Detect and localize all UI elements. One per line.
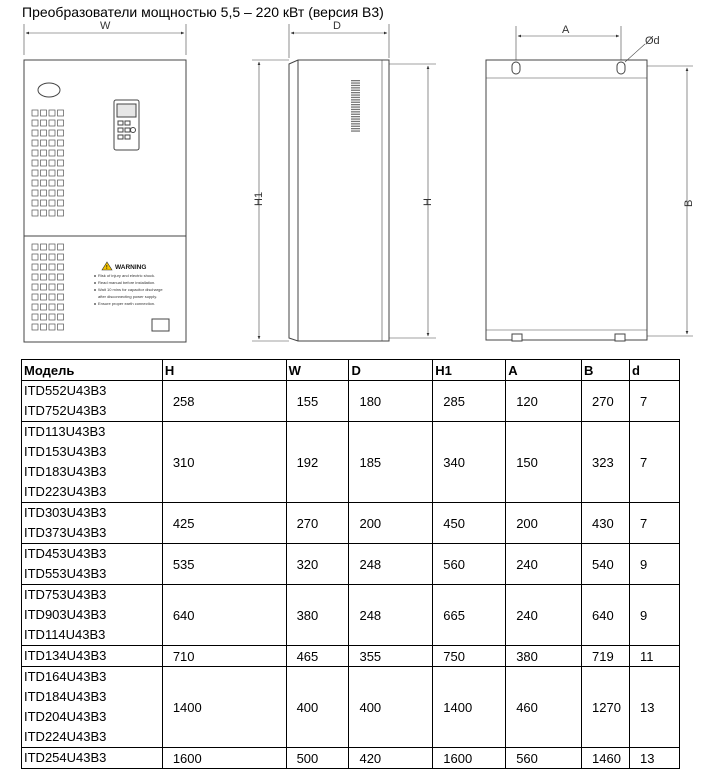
value-cell-h: 258	[162, 381, 286, 422]
model-name: ITD553U43B3	[24, 566, 107, 581]
model-name: ITD903U43B3	[24, 607, 107, 622]
value-cell-dd: 7	[630, 503, 680, 544]
warning-line: Wait 10 mins for capacitor discharge	[98, 287, 163, 292]
page-title: Преобразователи мощностью 5,5 – 220 кВт (версия В3)	[22, 4, 384, 20]
table-row	[22, 381, 680, 422]
model-name: ITD224U43B3	[24, 729, 107, 744]
value-cell-a: 560	[506, 748, 582, 769]
model-cell	[22, 544, 163, 585]
value-cell-b: 430	[582, 503, 630, 544]
value-cell-h: 425	[162, 503, 286, 544]
header-h: H	[162, 360, 286, 381]
value-cell-b: 540	[582, 544, 630, 585]
value-cell-b: 1460	[582, 748, 630, 769]
value-cell-d: 248	[349, 585, 433, 646]
model-name: ITD254U43B3	[24, 750, 107, 765]
model-name: ITD753U43B3	[24, 587, 107, 602]
technical-drawings	[0, 0, 706, 352]
header-diameter: d	[630, 360, 680, 381]
warning-line: Risk of injury and electric shock.	[98, 273, 156, 278]
dim-label-w: W	[100, 20, 111, 32]
model-name: ITD453U43B3	[24, 546, 107, 561]
value-cell-d: 400	[349, 667, 433, 748]
warning-title: WARNING	[115, 264, 147, 271]
table-row	[22, 667, 680, 748]
value-cell-d: 248	[349, 544, 433, 585]
dim-label-h: H	[422, 198, 434, 206]
dim-label-a: A	[562, 24, 570, 36]
warning-line: Ensure proper earth connection.	[98, 301, 156, 306]
dimension-drawing	[0, 0, 706, 352]
value-cell-dd: 11	[630, 646, 680, 667]
model-name: ITD552U43B3	[24, 383, 107, 398]
value-cell-d: 420	[349, 748, 433, 769]
value-cell-h1: 1400	[433, 667, 506, 748]
value-cell-h1: 1600	[433, 748, 506, 769]
table-row	[22, 503, 680, 544]
value-cell-w: 270	[286, 503, 349, 544]
model-name: ITD114U43B3	[24, 627, 106, 642]
warning-line: after disconnecting power supply.	[98, 294, 158, 299]
model-name: ITD183U43B3	[24, 464, 107, 479]
value-cell-d: 200	[349, 503, 433, 544]
value-cell-dd: 13	[630, 667, 680, 748]
model-cell	[22, 422, 163, 503]
value-cell-dd: 13	[630, 748, 680, 769]
value-cell-h: 1400	[162, 667, 286, 748]
dim-label-b: B	[683, 199, 695, 207]
value-cell-h: 535	[162, 544, 286, 585]
side-view	[252, 24, 436, 341]
dim-label-d: D	[333, 20, 341, 32]
value-cell-h: 640	[162, 585, 286, 646]
value-cell-dd: 7	[630, 381, 680, 422]
value-cell-h1: 560	[433, 544, 506, 585]
value-cell-w: 155	[286, 381, 349, 422]
table-row	[22, 646, 680, 667]
value-cell-w: 465	[286, 646, 349, 667]
value-cell-a: 460	[506, 667, 582, 748]
model-name: ITD184U43B3	[24, 689, 107, 704]
dim-label-diameter: Ød	[645, 35, 660, 47]
table-row	[22, 544, 680, 585]
header-h1: H1	[433, 360, 506, 381]
value-cell-a: 120	[506, 381, 582, 422]
table-row	[22, 585, 680, 646]
value-cell-a: 380	[506, 646, 582, 667]
header-model: Модель	[22, 360, 163, 381]
table-row	[22, 748, 680, 769]
value-cell-h: 710	[162, 646, 286, 667]
value-cell-dd: 9	[630, 585, 680, 646]
warning-line: Read manual before installation.	[98, 280, 156, 285]
value-cell-d: 355	[349, 646, 433, 667]
value-cell-h1: 450	[433, 503, 506, 544]
specifications-table	[21, 359, 680, 769]
value-cell-b: 270	[582, 381, 630, 422]
header-d: D	[349, 360, 433, 381]
model-cell	[22, 381, 163, 422]
value-cell-a: 240	[506, 585, 582, 646]
back-view	[486, 26, 693, 341]
model-cell	[22, 667, 163, 748]
value-cell-b: 1270	[582, 667, 630, 748]
value-cell-w: 380	[286, 585, 349, 646]
model-name: ITD752U43B3	[24, 403, 107, 418]
model-name: ITD303U43B3	[24, 505, 107, 520]
model-name: ITD153U43B3	[24, 444, 107, 459]
value-cell-dd: 7	[630, 422, 680, 503]
model-name: ITD204U43B3	[24, 709, 107, 724]
value-cell-a: 240	[506, 544, 582, 585]
model-name: ITD223U43B3	[24, 484, 107, 499]
value-cell-h: 1600	[162, 748, 286, 769]
value-cell-d: 180	[349, 381, 433, 422]
model-cell	[22, 646, 163, 667]
header-a: A	[506, 360, 582, 381]
value-cell-h1: 285	[433, 381, 506, 422]
model-cell	[22, 585, 163, 646]
svg-text:!: !	[106, 265, 108, 271]
value-cell-w: 192	[286, 422, 349, 503]
value-cell-dd: 9	[630, 544, 680, 585]
value-cell-b: 323	[582, 422, 630, 503]
model-cell	[22, 503, 163, 544]
value-cell-b: 640	[582, 585, 630, 646]
header-w: W	[286, 360, 349, 381]
value-cell-d: 185	[349, 422, 433, 503]
value-cell-h1: 750	[433, 646, 506, 667]
value-cell-h: 310	[162, 422, 286, 503]
value-cell-h1: 665	[433, 585, 506, 646]
model-name: ITD134U43B3	[24, 648, 107, 663]
value-cell-w: 500	[286, 748, 349, 769]
value-cell-h1: 340	[433, 422, 506, 503]
model-cell	[22, 748, 163, 769]
dim-label-h1: H1	[253, 191, 265, 206]
table-row	[22, 422, 680, 503]
model-name: ITD373U43B3	[24, 525, 107, 540]
value-cell-w: 320	[286, 544, 349, 585]
value-cell-a: 150	[506, 422, 582, 503]
model-name: ITD113U43B3	[24, 424, 106, 439]
value-cell-a: 200	[506, 503, 582, 544]
value-cell-b: 719	[582, 646, 630, 667]
header-b: B	[582, 360, 630, 381]
table-header-row	[22, 360, 680, 381]
value-cell-w: 400	[286, 667, 349, 748]
model-name: ITD164U43B3	[24, 669, 107, 684]
